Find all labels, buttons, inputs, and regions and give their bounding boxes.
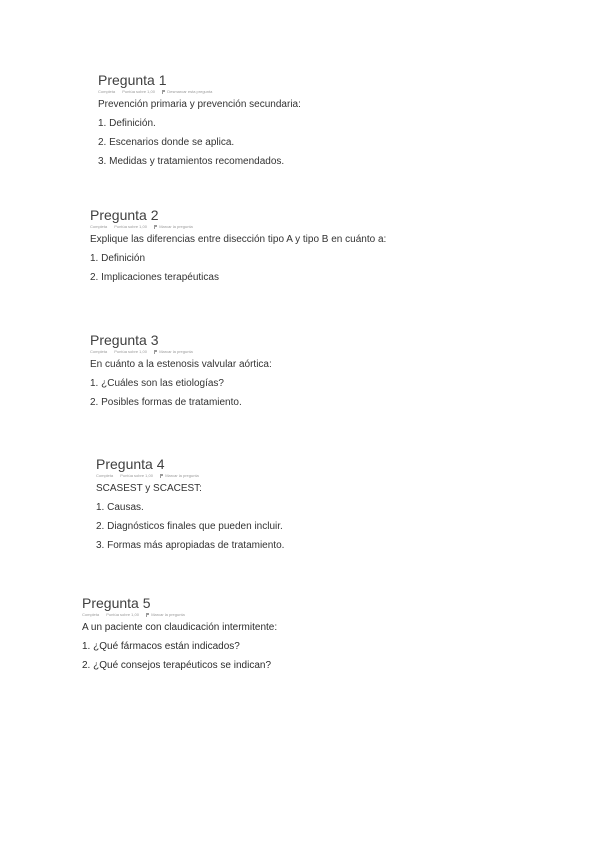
list-item: 1. Definición — [90, 253, 146, 264]
score-text: Puntúa sobre 1,00 — [122, 89, 155, 94]
flag-icon[interactable] — [146, 613, 150, 617]
flag-icon[interactable] — [160, 474, 164, 478]
question-prompt: SCASEST y SCACEST: — [96, 483, 202, 494]
list-item: 2. Escenarios donde se aplica. — [98, 137, 235, 148]
flag-question-link[interactable]: Desmarcar esta pregunta — [167, 89, 213, 94]
status-text: Completa — [90, 349, 108, 354]
flag-question-link[interactable]: Marcar la pregunta — [159, 224, 193, 229]
status-text: Completa — [82, 612, 100, 617]
question-title: Pregunta 2 — [90, 207, 159, 223]
question-2 — [90, 207, 386, 284]
question-3 — [90, 332, 272, 409]
list-item: 2. Posibles formas de tratamiento. — [90, 397, 242, 408]
question-items — [82, 641, 277, 672]
question-items — [90, 253, 386, 284]
list-item: 1. Definición. — [98, 118, 156, 129]
question-title: Pregunta 1 — [98, 72, 167, 88]
question-info — [82, 612, 277, 618]
list-item: 1. ¿Qué fármacos están indicados? — [82, 641, 240, 652]
list-item: 3. Medidas y tratamientos recomendados. — [98, 156, 285, 167]
score-text: Puntúa sobre 1,00 — [114, 224, 147, 229]
list-item: 1. Causas. — [96, 502, 144, 513]
flag-question-link[interactable]: Marcar la pregunta — [159, 349, 193, 354]
question-prompt: En cuánto a la estenosis valvular aórtica: — [90, 359, 272, 370]
question-info — [96, 473, 284, 479]
flag-question-link[interactable]: Marcar la pregunta — [165, 473, 199, 478]
question-info — [90, 224, 386, 230]
flag-icon[interactable] — [154, 225, 158, 229]
question-title: Pregunta 3 — [90, 332, 159, 348]
status-text: Completa — [96, 473, 114, 478]
list-item: 2. Implicaciones terapéuticas — [90, 272, 219, 283]
list-item: 2. Diagnósticos finales que pueden incluir. — [96, 521, 283, 532]
question-title: Pregunta 4 — [96, 456, 165, 472]
status-text: Completa — [98, 89, 116, 94]
question-5 — [82, 595, 277, 672]
score-text: Puntúa sobre 1,00 — [120, 473, 153, 478]
question-items — [98, 118, 301, 168]
question-items — [90, 378, 272, 409]
question-prompt: Prevención primaria y prevención secundaria: — [98, 99, 301, 110]
score-text: Puntúa sobre 1,00 — [106, 612, 139, 617]
score-text: Puntúa sobre 1,00 — [114, 349, 147, 354]
flag-icon[interactable] — [162, 90, 166, 94]
question-prompt: Explique las diferencias entre disección tipo A y tipo B en cuánto a: — [90, 234, 387, 245]
question-title: Pregunta 5 — [82, 595, 151, 611]
list-item: 2. ¿Qué consejos terapéuticos se indican? — [82, 660, 271, 671]
question-items — [96, 502, 284, 552]
status-text: Completa — [90, 224, 108, 229]
question-prompt: A un paciente con claudicación intermitente: — [82, 622, 278, 633]
question-info — [98, 89, 301, 95]
list-item: 3. Formas más apropiadas de tratamiento. — [96, 540, 285, 551]
list-item: 1. ¿Cuáles son las etiologías? — [90, 378, 224, 389]
question-1 — [98, 72, 301, 168]
question-info — [90, 349, 272, 355]
flag-icon[interactable] — [154, 350, 158, 354]
question-4 — [96, 456, 284, 552]
flag-question-link[interactable]: Marcar la pregunta — [151, 612, 185, 617]
